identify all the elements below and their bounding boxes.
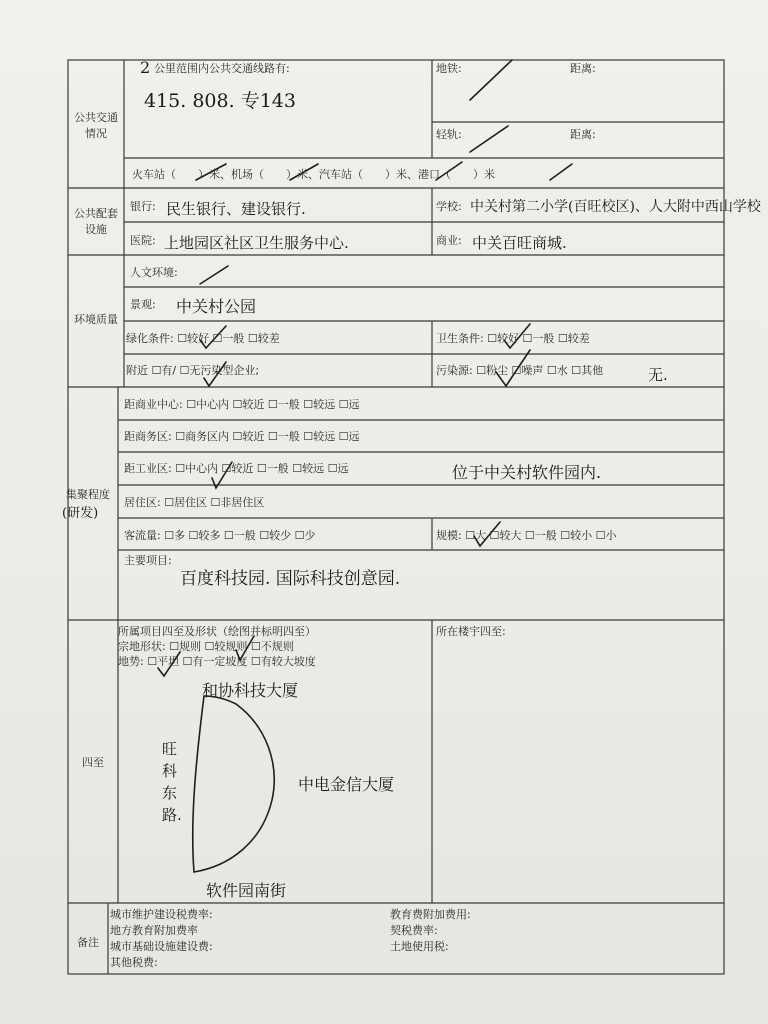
- section-environment: 环境质量: [74, 313, 118, 326]
- hygiene-row: 卫生条件: ☐较好 ☐一般 ☐较差: [436, 332, 590, 345]
- lines-label: 公里范围内公共交通线路有:: [154, 62, 290, 75]
- building-boundary-label: 所在楼宇四至:: [436, 625, 506, 638]
- light-rail-label: 轻轨:: [436, 128, 462, 141]
- greening-row: 绿化条件: ☐较好 ☐一般 ☐较差: [126, 332, 280, 345]
- scale-row: 规模: ☐大 ☐较大 ☐一般 ☐较小 ☐小: [436, 529, 617, 542]
- commerce-label: 商业:: [436, 234, 462, 247]
- project-boundary-label: 所属项目四至及形状（绘图并标明四至）: [118, 625, 316, 638]
- nearby-row: 附近 ☐有/ ☐无污染型企业;: [126, 364, 260, 377]
- pollution-handwritten: 无.: [648, 366, 668, 384]
- subway-label: 地铁:: [436, 62, 462, 75]
- remark-right-1: 教育费附加费用:: [390, 908, 471, 921]
- section-remarks: 备注: [77, 936, 99, 949]
- hospital-handwritten: 上地园区社区卫生服务中心.: [164, 234, 349, 252]
- business-row: 距商务区: ☐商务区内 ☐较近 ☐一般 ☐较远 ☐远: [124, 430, 360, 443]
- projects-label: 主要项目:: [124, 554, 172, 567]
- residential-row: 居住区: ☐居住区 ☐非居住区: [124, 496, 265, 509]
- commercial-row: 距商业中心: ☐中心内 ☐较近 ☐一般 ☐较远 ☐远: [124, 398, 360, 411]
- stations-line: 火车站（ ）米、机场（ ）米、汽车站（ ）米、港口（ ）米: [132, 168, 495, 181]
- bank-handwritten: 民生银行、建设银行.: [166, 200, 306, 218]
- remark-right-3: 土地使用税:: [390, 940, 449, 953]
- subway-distance-label: 距离:: [570, 62, 596, 75]
- landscape-label: 景观:: [130, 298, 156, 311]
- agglomeration-note: (研发): [62, 506, 99, 521]
- remark-left-1: 城市维护建设税费率:: [110, 908, 213, 921]
- shape-row: 宗地形状: ☐规则 ☐较规则 ☐不规则: [118, 640, 294, 653]
- remark-right-2: 契税费率:: [390, 924, 438, 937]
- section-facilities: 公共配套 设施: [74, 207, 118, 236]
- light-rail-distance-label: 距离:: [570, 128, 596, 141]
- projects-handwritten: 百度科技园. 国际科技创意园.: [180, 569, 401, 589]
- remark-left-2: 地方教育附加费率: [110, 924, 198, 937]
- terrain-row: 地势: ☐平坦 ☐有一定坡度 ☐有较大坡度: [118, 655, 316, 668]
- school-handwritten: 中关村第二小学(百旺校区)、人大附中西山学校: [470, 199, 761, 215]
- remark-left-3: 城市基础设施建设费:: [110, 940, 213, 953]
- school-label: 学校:: [436, 200, 462, 213]
- remark-left-4: 其他税费:: [110, 956, 158, 969]
- traffic-row: 客流量: ☐多 ☐较多 ☐一般 ☐较少 ☐少: [124, 529, 316, 542]
- industrial-row: 距工业区: ☐中心内 ☐较近 ☐一般 ☐较远 ☐远: [124, 462, 349, 475]
- north-boundary-handwritten: 和协科技大厦: [202, 681, 299, 700]
- hospital-label: 医院:: [130, 234, 156, 247]
- pollution-row: 污染源: ☐粉尘 ☐噪声 ☐水 ☐其他: [436, 364, 604, 377]
- east-boundary-handwritten: 中电金信大厦: [298, 775, 395, 794]
- bank-label: 银行:: [130, 200, 156, 213]
- south-boundary-handwritten: 软件园南街: [206, 881, 287, 900]
- industrial-handwritten: 位于中关村软件园内.: [452, 463, 602, 482]
- landscape-handwritten: 中关村公园: [176, 297, 257, 316]
- west-boundary-handwritten: 旺 科 东 路.: [162, 740, 182, 824]
- school-clip: [470, 196, 761, 220]
- commerce-handwritten: 中关百旺商城.: [472, 234, 567, 252]
- cultural-label: 人文环境:: [130, 266, 178, 279]
- parcel-sketch: [193, 696, 274, 872]
- section-boundaries: 四至: [82, 756, 104, 769]
- section-agglomeration: 集聚程度: [66, 488, 110, 501]
- lines-handwritten: 415. 808. 专143: [144, 90, 296, 112]
- section-transport: 公共交通 情况: [74, 111, 118, 140]
- lines-distance-handwritten: 2: [140, 58, 151, 77]
